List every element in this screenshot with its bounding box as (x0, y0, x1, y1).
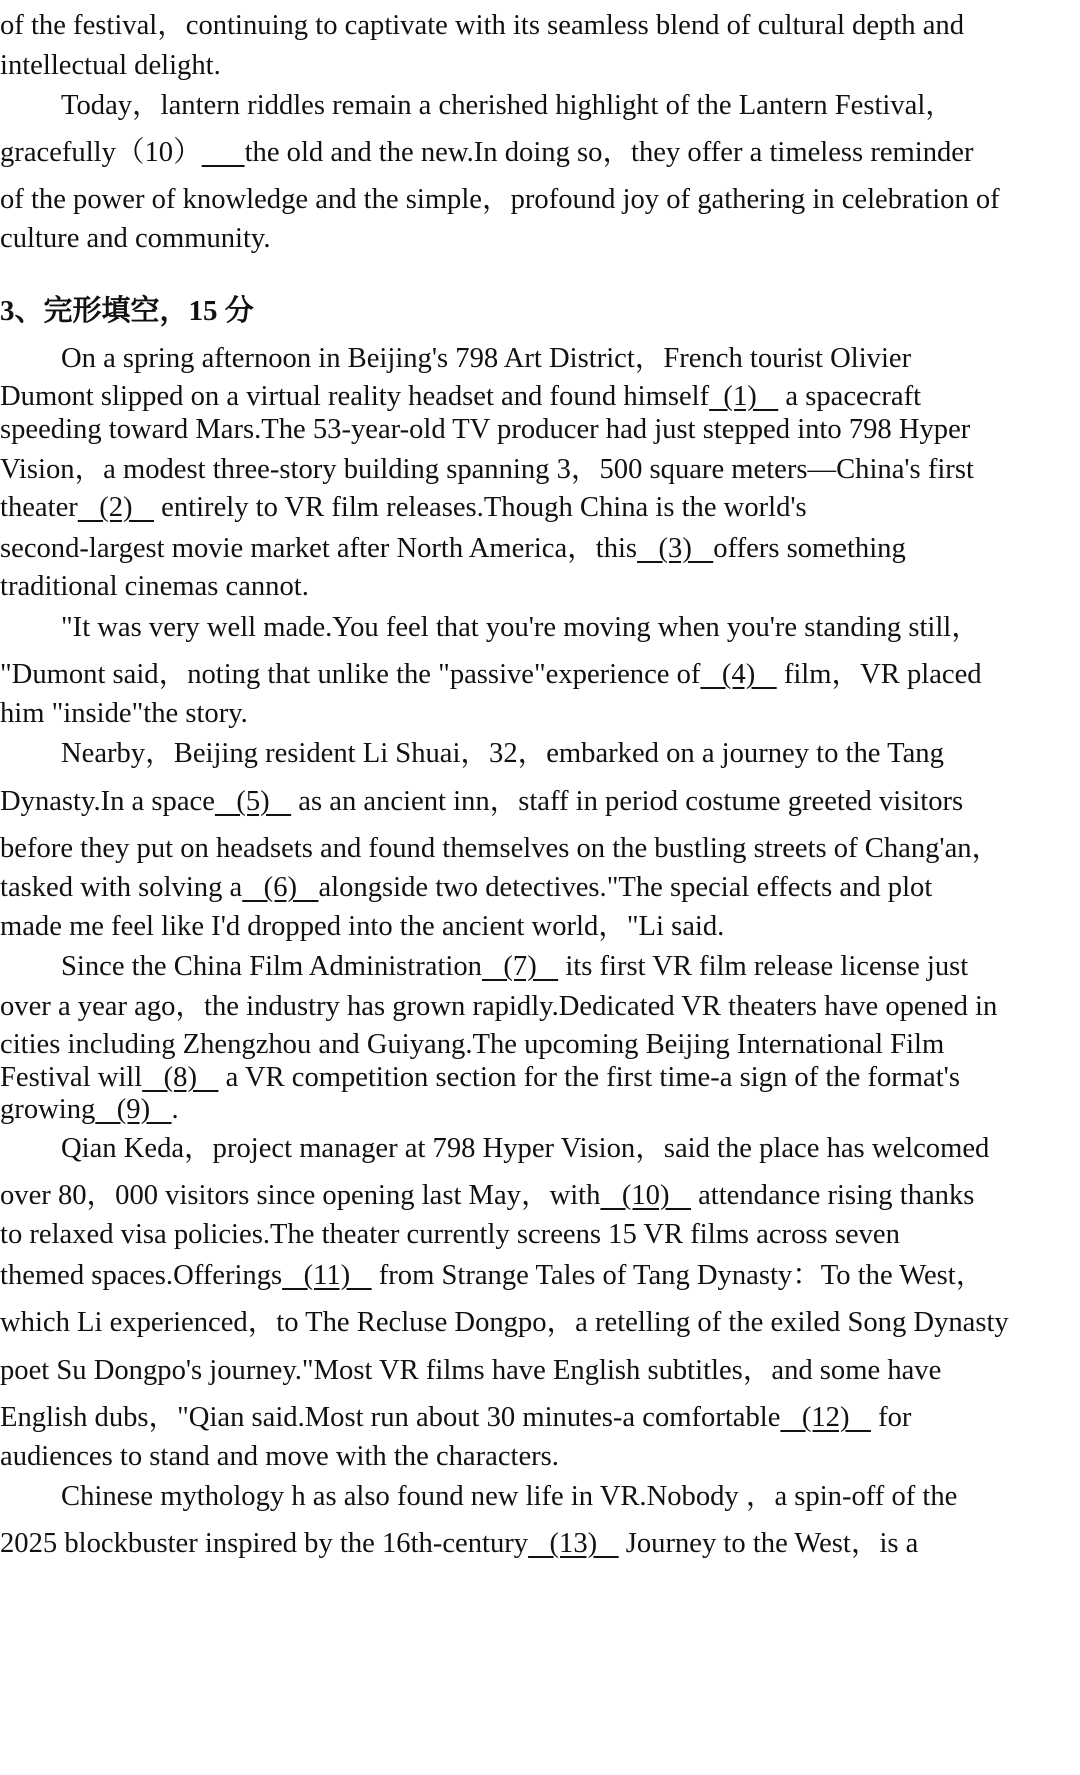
text-segment: theater (0, 492, 78, 523)
text-segment: themed spaces.Offerings (0, 1260, 283, 1291)
text-segment: 2025 blockbuster inspired by the 16th-century (0, 1528, 529, 1559)
text-line (0, 1262, 984, 1291)
answer-blank-2[interactable]: (2) (77, 492, 155, 523)
text-segment: film，VR placed (776, 659, 982, 690)
answer-blank-1[interactable]: (1) (709, 381, 779, 412)
text-line: over a year ago，the industry has grown rapidly.Dedicated VR theaters have opened in (0, 991, 998, 1022)
text-line: cities including Zhengzhou and Guiyang.The upcoming Beijing International Film (0, 1029, 945, 1060)
text-segment: from Strange Tales of Tang Dynasty：To the West， (371, 1260, 985, 1291)
section-heading: 3、完形填空，15 分 (0, 295, 254, 327)
answer-blank-10[interactable]: (10) (600, 1180, 691, 1211)
text-line: before they put on headsets and found themselves on the bustling streets of Chang'an， (0, 833, 1001, 864)
answer-blank-6[interactable]: (6) (242, 872, 319, 903)
text-line (0, 1182, 974, 1211)
text-segment: "Dumont said，noting that unlike the "passive"experience of (0, 659, 701, 690)
text-line (0, 494, 807, 523)
answer-blank-10[interactable] (202, 139, 245, 168)
text-line: which Li experienced，to The Recluse Dongpo，a retelling of the exiled Song Dynasty (0, 1307, 1009, 1338)
text-segment: Festival will (0, 1062, 143, 1093)
text-line: Today，lantern riddles remain a cherished highlight of the Lantern Festival， (61, 90, 954, 121)
text-line: Qian Keda，project manager at 798 Hyper Vision，said the place has welcomed (61, 1133, 990, 1164)
text-segment: gracefully（10） (0, 137, 202, 168)
answer-blank-11[interactable]: (11) (282, 1260, 372, 1291)
text-line: traditional cinemas cannot. (0, 571, 309, 602)
answer-blank-9[interactable]: (9) (95, 1094, 172, 1125)
answer-blank-8[interactable]: (8) (142, 1062, 219, 1093)
text-line: culture and community. (0, 223, 271, 254)
text-line: of the power of knowledge and the simple，profound joy of gathering in celebration of (0, 184, 1000, 215)
text-line: Nearby，Beijing resident Li Shuai，32，embarked on a journey to the Tang (61, 738, 944, 769)
text-segment: Dynasty.In a space (0, 786, 215, 817)
text-line (0, 874, 932, 903)
answer-blank-3[interactable]: (3) (637, 533, 714, 564)
text-line: Vision，a modest three-story building spanning 3，500 square meters—China's first (0, 454, 974, 485)
text-line: Chinese mythology h as also found new life in VR.Nobody ，a spin-off of the (61, 1481, 958, 1512)
text-segment: attendance rising thanks (690, 1180, 975, 1211)
text-segment: Since the China Film Administration (61, 951, 482, 982)
text-segment: . (171, 1094, 179, 1125)
text-segment: Dumont slipped on a virtual reality headset and found himself (0, 381, 710, 412)
text-segment: tasked with solving a (0, 872, 243, 903)
answer-blank-4[interactable]: (4) (700, 659, 777, 690)
answer-blank-5[interactable]: (5) (214, 786, 292, 817)
text-segment: entirely to VR film releases.Though China is the world's (154, 492, 807, 523)
text-line (0, 139, 974, 168)
text-segment: over 80，000 visitors since opening last May，with (0, 1180, 601, 1211)
text-line: "It was very well made.You feel that you're moving when you're standing still， (61, 612, 980, 643)
text-segment: second-largest movie market after North America，this (0, 533, 638, 564)
text-segment: the old and the new.In doing so，they offer a timeless reminder (244, 137, 974, 168)
text-segment: as an ancient inn，staff in period costume greeted visitors (291, 786, 964, 817)
text-line: made me feel like I'd dropped into the ancient world，"Li said. (0, 911, 725, 942)
text-line (0, 535, 906, 564)
text-line (0, 383, 921, 412)
text-line: speeding toward Mars.The 53-year-old TV producer had just stepped into 798 Hyper (0, 414, 971, 445)
answer-blank-7[interactable]: (7) (481, 951, 559, 982)
text-line (0, 661, 982, 690)
text-segment: Journey to the West，is a (618, 1528, 919, 1559)
text-line: to relaxed visa policies.The theater currently screens 15 VR films across seven (0, 1219, 900, 1250)
text-line (61, 953, 968, 982)
text-segment: offers something (713, 533, 906, 564)
text-segment: alongside two detectives."The special effects and plot (318, 872, 933, 903)
answer-blank-13[interactable]: (13) (528, 1528, 619, 1559)
text-line (0, 1530, 918, 1559)
text-line (0, 1096, 179, 1125)
text-line (0, 1404, 911, 1433)
text-line (0, 788, 963, 817)
text-line: him "inside"the story. (0, 698, 248, 729)
text-line: audiences to stand and move with the characters. (0, 1441, 559, 1472)
text-line: of the festival，continuing to captivate with its seamless blend of cultural depth and (0, 10, 965, 41)
text-segment: a spacecraft (778, 381, 922, 412)
text-segment: for (870, 1402, 912, 1433)
text-line: On a spring afternoon in Beijing's 798 Art District，French tourist Olivier (61, 343, 912, 374)
text-line: poet Su Dongpo's journey."Most VR films have English subtitles，and some have (0, 1355, 942, 1386)
text-line (0, 1064, 960, 1093)
text-line: intellectual delight. (0, 50, 221, 81)
answer-blank-12[interactable]: (12) (780, 1402, 871, 1433)
text-segment: its first VR film release license just (558, 951, 969, 982)
text-segment: growing (0, 1094, 96, 1125)
text-segment: English dubs，"Qian said.Most run about 30 minutes-a comfortable (0, 1402, 781, 1433)
text-segment: a VR competition section for the first time-a sign of the format's (218, 1062, 960, 1093)
